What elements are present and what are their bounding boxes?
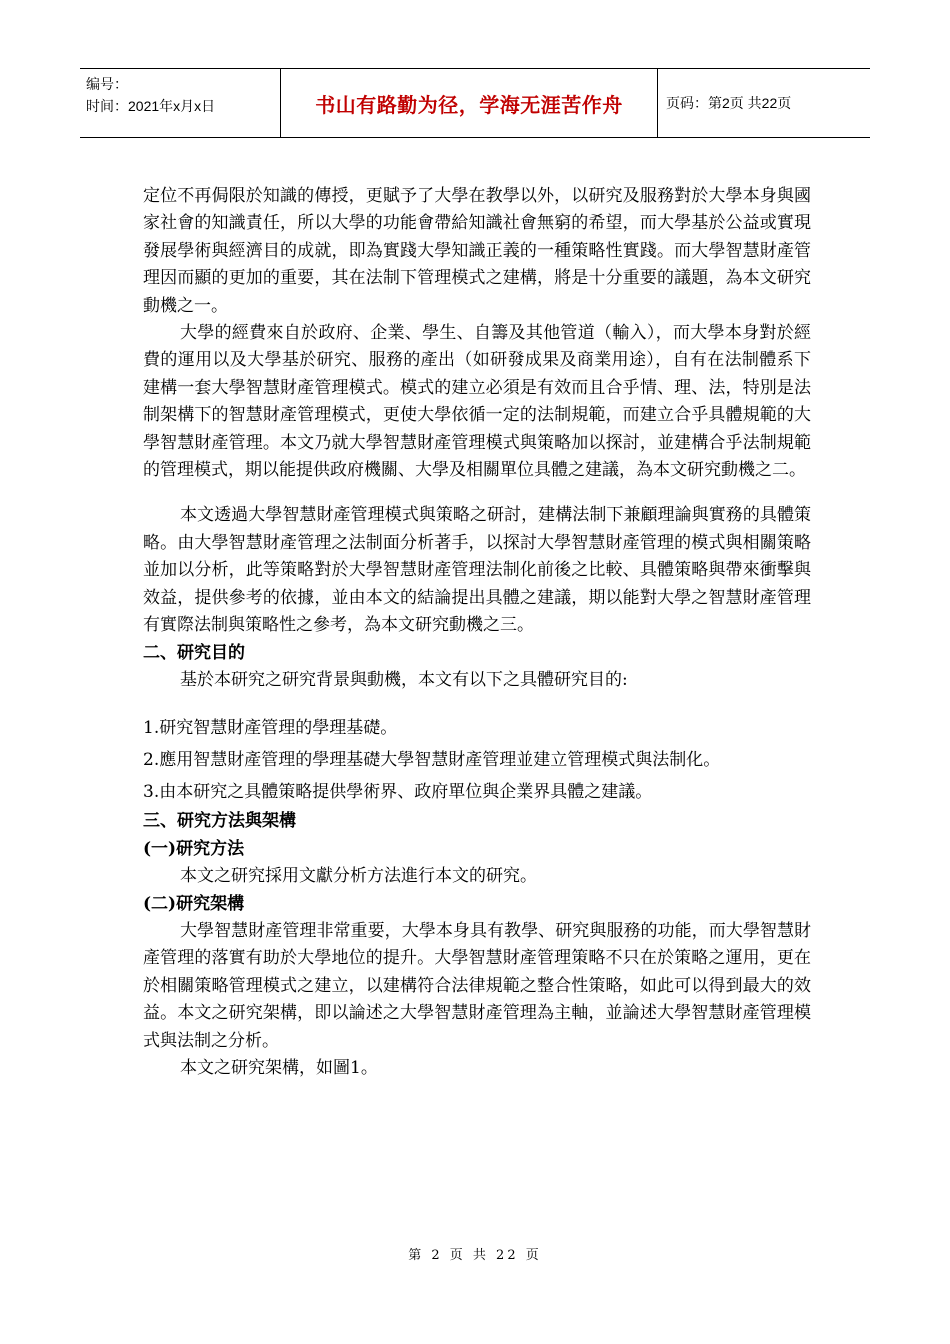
objectives-intro: 基於本研究之研究背景與動機，本文有以下之具體研究目的:	[180, 669, 628, 690]
header-motto: 书山有路勤为径，学海无涯苦作舟	[280, 69, 658, 137]
objective-item: 3.由本研究之具體策略提供學術界、政府單位與企業界具體之建議。	[143, 782, 653, 803]
header-page-info: 页码：第2页 共22页	[666, 95, 792, 111]
paragraph-motivation-3: 本文透過大學智慧財產管理模式與策略之研討，建構法制下兼顧理論與實務的具體策略。由大學智慧財產管理之法制面分析著手，以探討大學智慧財產管理的模式與相關策略並加以分析，此等策略對於大學智慧財產管理法制化前後之比較、具體策略與帶來衝擊與效益，提供參考的依據，並由本文的結論提出具體之建議，期以能對大學之智慧財產管理有實際法制與策略性之參考，為本文研究動機之三。	[143, 505, 811, 636]
subheading-method: (一)研究方法	[143, 838, 245, 859]
document-body	[143, 183, 811, 1082]
paragraph-motivation-1: 定位不再侷限於知識的傳授，更賦予了大學在教學以外，以研究及服務對於大學本身與國家社會的知識責任，所以大學的功能會帶給知識社會無窮的希望，而大學基於公益或實現發展學術與經濟目的成就，即為實踐大學知識正義的一種策略性實踐。而大學智慧財產管理因而顯的更加的重要，其在法制下管理模式之建構，將是十分重要的議題，為本文研究動機之一。	[143, 186, 811, 316]
page-footer: 第 2 页 共 22 页	[408, 1248, 542, 1263]
paragraph-motivation-2: 大學的經費來自於政府、企業、學生、自籌及其他管道（輸入），而大學本身對於經費的運用以及大學基於研究、服務的產出（如研發成果及商業用途），自有在法制體系下建構一套大學智慧財產管理模式。模式的建立必須是有效而且合乎情、理、法，特別是法制架構下的智慧財產管理模式，更使大學依循一定的法制規範，而建立合乎具體規範的大學智慧財產管理。本文乃就大學智慧財產管理模式與策略加以探討，並建構合乎法制規範的管理模式，期以能提供政府機關、大學及相關單位具體之建議，為本文研究動機之二。	[143, 323, 811, 481]
objectives-list	[143, 712, 811, 808]
objective-item: 1.研究智慧財產管理的學理基礎。	[143, 718, 398, 739]
section-heading-objectives: 二、研究目的	[143, 642, 245, 663]
objective-item: 2.應用智慧財產管理的學理基礎大學智慧財產管理並建立管理模式與法制化。	[143, 750, 721, 771]
framework-figure-ref: 本文之研究架構，如圖1。	[180, 1057, 378, 1078]
time-label: 时间：2021年x月x日	[86, 98, 216, 114]
number-label: 编号：	[86, 76, 128, 92]
framework-paragraph: 大學智慧財產管理非常重要，大學本身具有教學、研究與服務的功能，而大學智慧財產管理的落實有助於大學地位的提升。大學智慧財產管理策略不只在於策略之運用，更在於相關策略管理模式之建立，以建構符合法律規範之整合性策略，如此可以得到最大的效益。本文之研究架構，即以論述之大學智慧財產管理為主軸，並論述大學智慧財產管理模式與法制之分析。	[143, 920, 811, 1051]
subheading-framework: (二)研究架構	[143, 893, 245, 914]
section-heading-methods: 三、研究方法與架構	[143, 811, 296, 832]
method-text: 本文之研究採用文獻分析方法進行本文的研究。	[180, 866, 537, 887]
page-header	[80, 68, 870, 138]
header-meta	[80, 69, 280, 137]
